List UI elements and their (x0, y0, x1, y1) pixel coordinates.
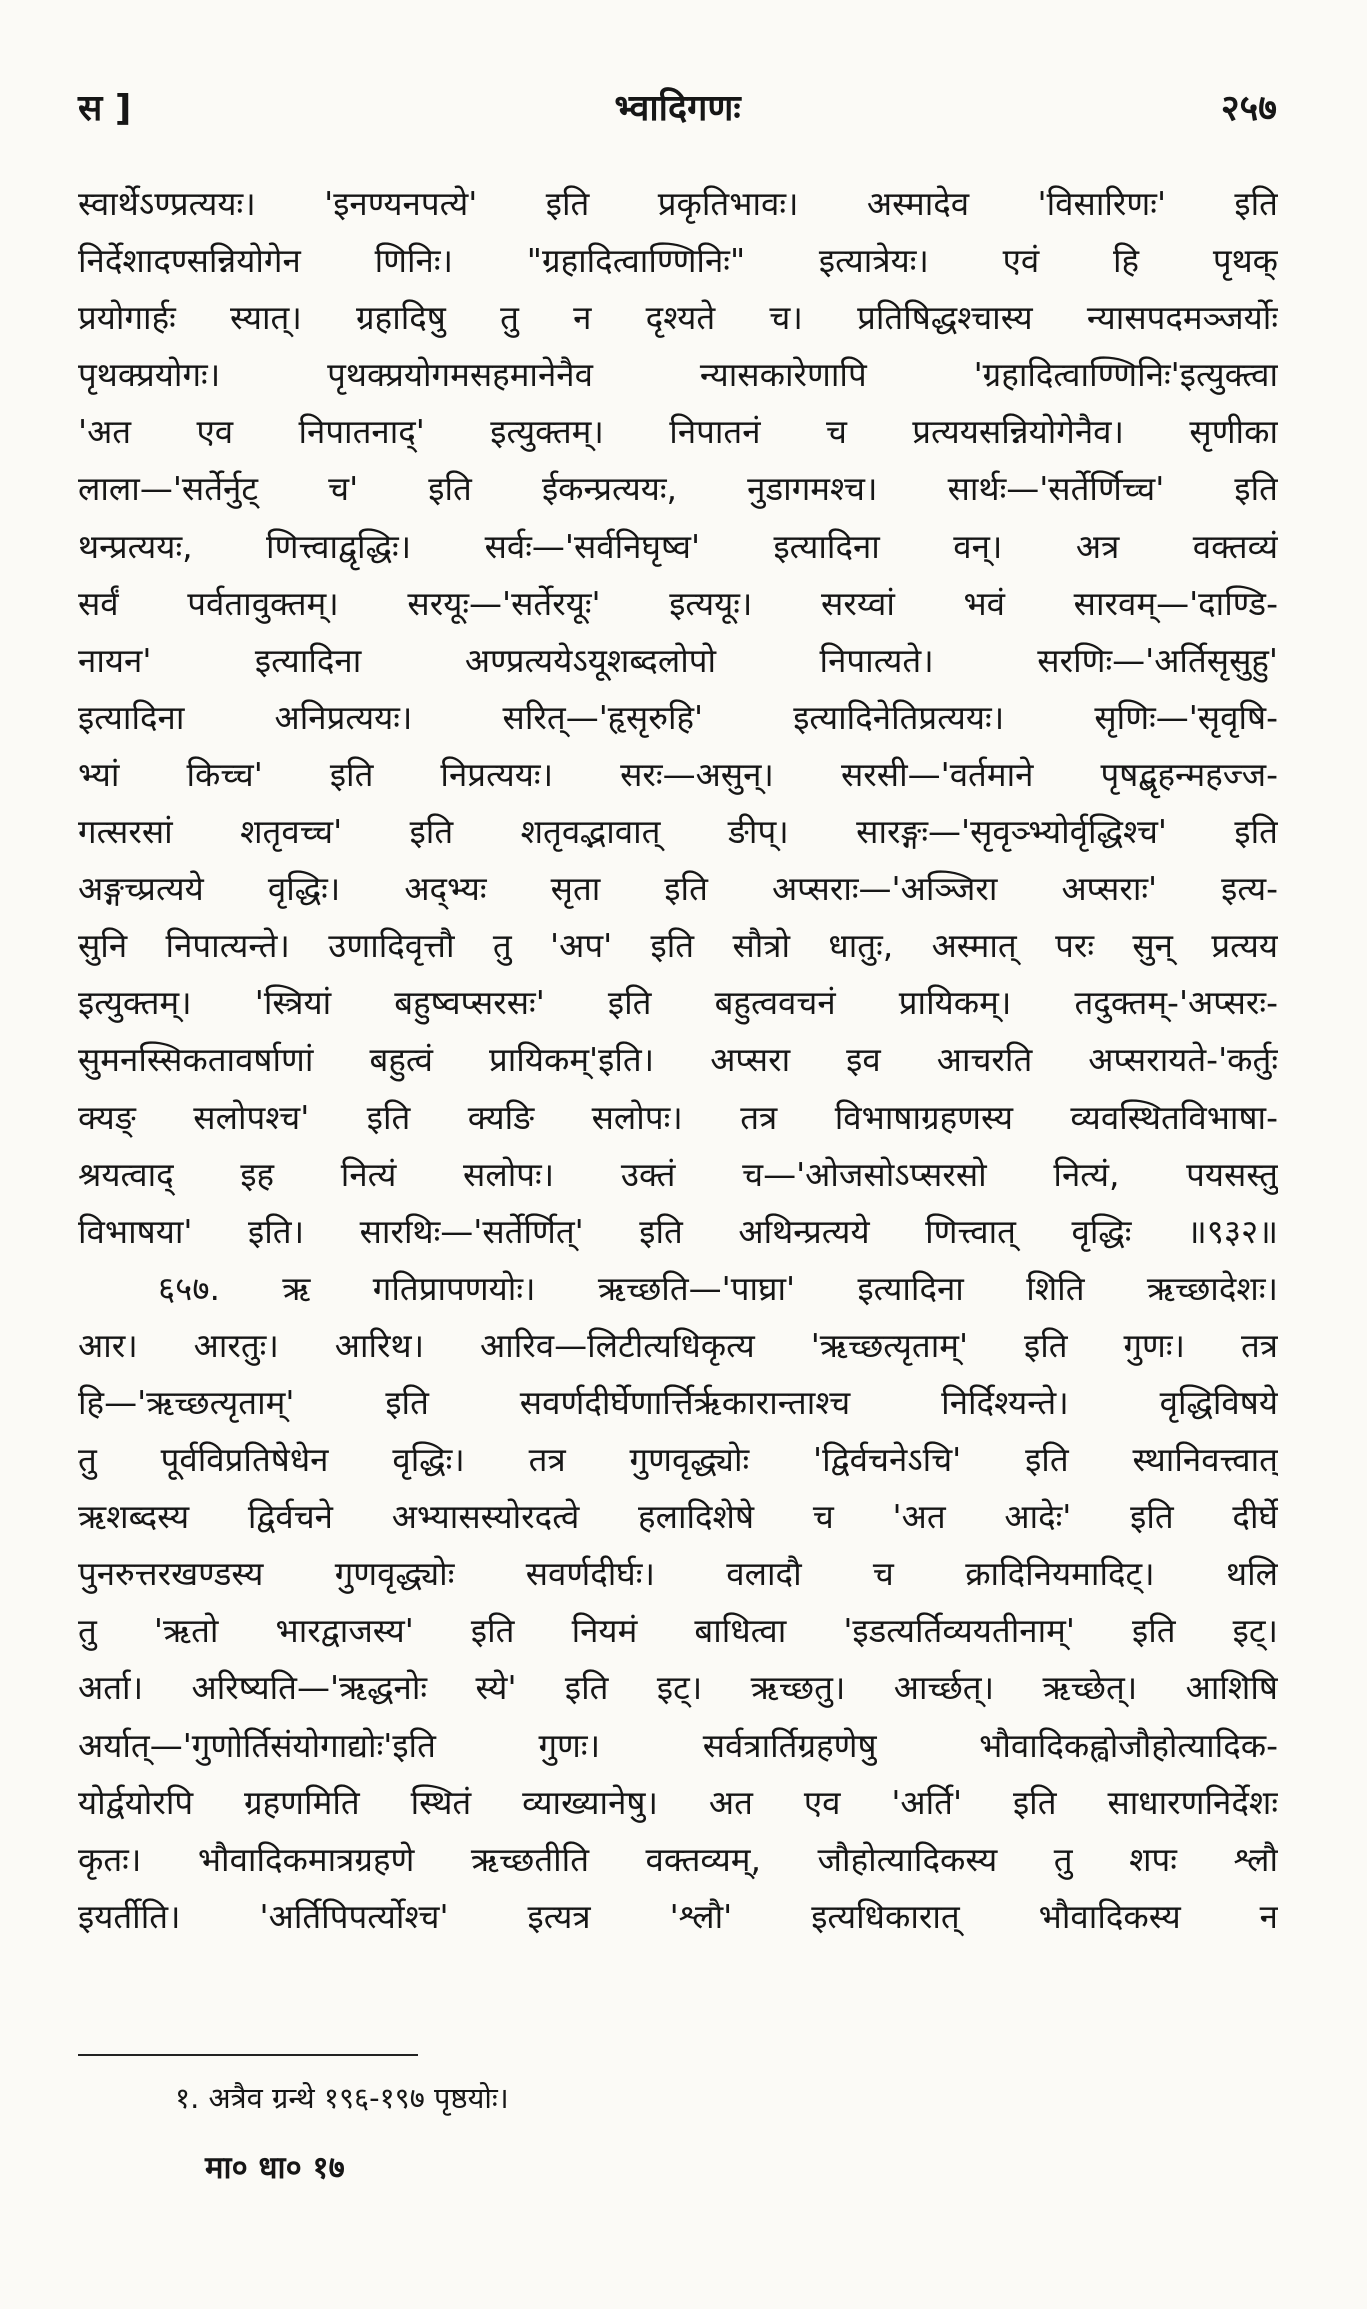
text-line: निर्देशादण्सन्नियोगेन णिनिः। "ग्रहादित्वाण्णिनिः" इत्यात्रेयः। एवं हि पृथक् (78, 241, 1278, 281)
text-line: इत्युक्तम्। 'स्त्रियां बहुष्वप्सरसः' इति बहुत्ववचनं प्रायिकम्। तदुक्तम्-'अप्सरः- (78, 983, 1278, 1023)
text-line: पुनरुत्तरखण्डस्य गुणवृद्ध्योः सवर्णदीर्घः। वलादौ च क्रादिनियमादिट्। थलि (78, 1554, 1278, 1594)
text-line: कृतः। भौवादिकमात्रग्रहणे ऋच्छतीति वक्तव्यम्, जौहोत्यादिकस्य तु शपः श्लौ (78, 1839, 1278, 1879)
text-line: तु 'ऋतो भारद्वाजस्य' इति नियमं बाधित्वा 'इडत्यर्तिव्ययतीनाम्' इति इट्। (78, 1611, 1278, 1651)
text-line: अर्ता। अरिष्यति—'ऋद्धनोः स्ये' इति इट्। ऋच्छतु। आर्च्छत्। ऋच्छेत्। आशिषि (78, 1668, 1278, 1708)
text-line: श्रयत्वाद् इह नित्यं सलोपः। उक्तं च—'ओजसोऽप्सरसो नित्यं, पयसस्तु (78, 1154, 1278, 1194)
text-line: सर्वं पर्वतावुक्तम्। सरयूः—'सर्तेरयूः' इत्ययूः। सरय्वां भवं सारवम्—'दाण्डि- (78, 583, 1278, 623)
text-line: ऋशब्दस्य द्विर्वचने अभ्यासस्योरदत्वे हलादिशेषे च 'अत आदेः' इति दीर्घे (78, 1497, 1278, 1537)
text-line: क्यङ् सलोपश्च' इति क्यङि सलोपः। तत्र विभाषाग्रहणस्य व्यवस्थितविभाषा- (78, 1097, 1278, 1137)
text-line: आर। आरतुः। आरिथ। आरिव—लिटीत्यधिकृत्य 'ऋच्छत्यृताम्' इति गुणः। तत्र (78, 1325, 1278, 1365)
text-line: स्वार्थेऽण्प्रत्ययः। 'इनण्यनपत्ये' इति प्रकृतिभावः। अस्मादेव 'विसारिणः' इति (78, 184, 1278, 223)
main-text (78, 175, 1278, 1945)
text-line: प्रयोगार्हः स्यात्। ग्रहादिषु तु न दृश्यते च। प्रतिषिद्धश्चास्य न्यासपदमञ्जर्योः (78, 298, 1278, 338)
text-line: तु पूर्वविप्रतिषेधेन वृद्धिः। तत्र गुणवृद्ध्योः 'द्विर्वचनेऽचि' इति स्थानिवत्त्वात् (78, 1440, 1278, 1480)
signature-mark: मा० धा० १७ (205, 2150, 345, 2186)
text-line: थन्प्रत्ययः, णित्त्वाद्वृद्धिः। सर्वः—'सर्वनिघृष्व' इत्यादिना वन्। अत्र वक्तव्यं (78, 526, 1278, 566)
paragraph-2 (78, 1260, 1278, 1945)
text-line: नायन' इत्यादिना अण्प्रत्ययेऽयूशब्दलोपो निपात्यते। सरणिः—'अर्तिसृसुहु' (78, 640, 1278, 680)
text-line: ६५७. ऋ गतिप्रापणयोः। ऋच्छति—'पाघ्रा' इत्यादिना शिति ऋच्छादेशः। (158, 1268, 1278, 1308)
text-line: गत्सरसां शतृवच्च' इति शतृवद्भावात् ङीप्। सारङ्गः—'सृवृञ्भ्योर्वृद्धिश्च' इति (78, 812, 1278, 852)
text-line: सुनि निपात्यन्ते। उणादिवृत्तौ तु 'अप' इति सौत्रो धातुः, अस्मात् परः सुन् प्रत्यय (78, 926, 1278, 966)
page-header (78, 82, 1277, 142)
section-letter: स ] (78, 88, 132, 129)
text-line: विभाषया' इति। सारथिः—'सर्तेर्णित्' इति अथिन्प्रत्यये णित्त्वात् वृद्धिः ॥९३२॥ (78, 1211, 1278, 1251)
paragraph-1 (78, 175, 1278, 1260)
footnote-divider (78, 2054, 418, 2056)
text-line: इयर्तीति। 'अर्तिपिपर्त्योश्च' इत्यत्र 'श्लौ' इत्यधिकारात् भौवादिकस्य न (78, 1896, 1278, 1936)
text-line: अर्यात्—'गुणोर्तिसंयोगाद्योः'इति गुणः। सर्वत्रार्तिग्रहणेषु भौवादिकह्वोजौहोत्यादिक- (78, 1725, 1278, 1765)
running-title: भ्वादिगणः (614, 88, 741, 129)
page-number: २५७ (1220, 88, 1277, 129)
text-line: इत्यादिना अनिप्रत्ययः। सरित्—'हृसृरुहि' इत्यादिनेतिप्रत्ययः। सृणिः—'सृवृषि- (78, 697, 1278, 737)
text-line: 'अत एव निपातनाद्' इत्युक्तम्। निपातनं च प्रत्ययसन्नियोगेनैव। सृणीका (78, 412, 1278, 452)
text-line: योर्द्वयोरपि ग्रहणमिति स्थितं व्याख्यानेषु। अत एव 'अर्ति' इति साधारणनिर्देशः (78, 1782, 1278, 1822)
footnote: १. अत्रैव ग्रन्थे १९६-१९७ पृष्ठयोः। (175, 2081, 509, 2115)
text-line: भ्यां किच्च' इति निप्रत्ययः। सरः—असुन्। सरसी—'वर्तमाने पृषद्बृहन्महज्ज- (78, 754, 1278, 794)
text-line: हि—'ऋच्छत्यृताम्' इति सवर्णदीर्घेणार्त्तिर्ऋकारान्ताश्च निर्दिश्यन्ते। वृद्धिविषये (78, 1382, 1278, 1422)
text-line: लाला—'सर्तेर्नुट् च' इति ईकन्प्रत्ययः, नुडागमश्च। सार्थः—'सर्तेर्णिच्च' इति (78, 469, 1278, 509)
text-line: सुमनस्सिकतावर्षाणां बहुत्वं प्रायिकम्'इति। अप्सरा इव आचरति अप्सरायते-'कर्तुः (78, 1040, 1278, 1080)
text-line: अङ्गच्प्रत्यये वृद्धिः। अद्भ्यः सृता इति अप्सराः—'अञ्जिरा अप्सराः' इत्य- (78, 869, 1278, 909)
text-line: पृथक्प्रयोगः। पृथक्प्रयोगमसहमानेनैव न्यासकारेणापि 'ग्रहादित्वाण्णिनिः'इत्युक्त्वा (78, 355, 1278, 395)
